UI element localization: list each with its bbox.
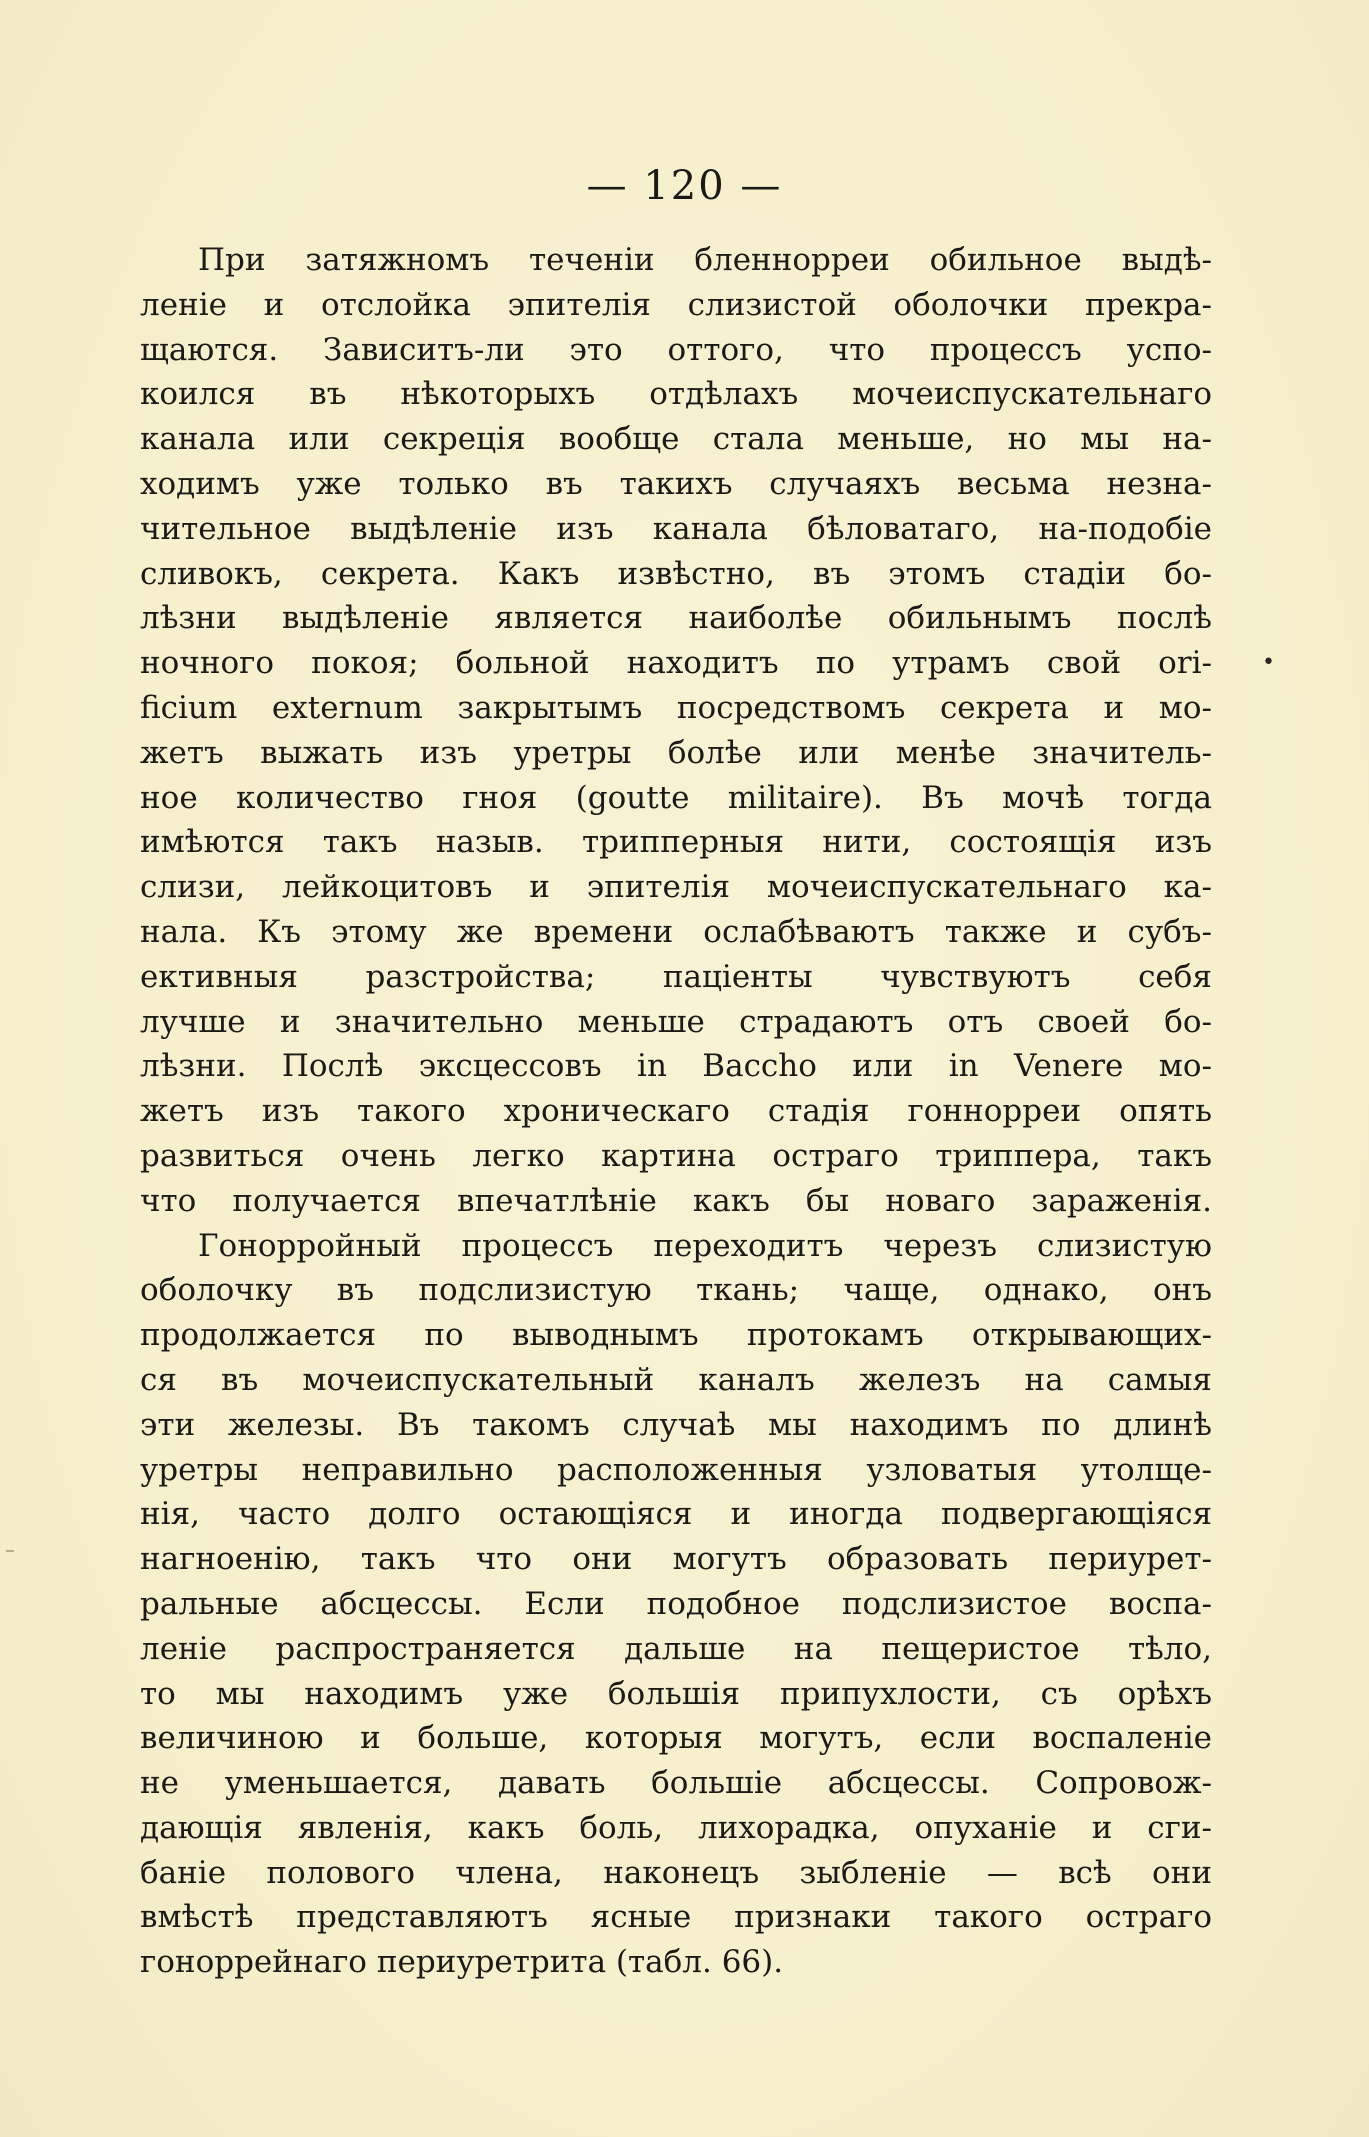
text-line: ективныя разстройства; паціенты чувствуютъ себя xyxy=(140,958,1212,995)
text-line: жетъ выжать изъ уретры болѣе или менѣе значитель- xyxy=(140,734,1212,771)
text-line: леніе распространяется дальше на пещеристое тѣло, xyxy=(140,1630,1212,1667)
edge-mark xyxy=(6,1550,14,1552)
text-line: уретры неправильно расположенныя узловатыя утолще- xyxy=(140,1451,1212,1488)
text-line: ся въ мочеиспускательный каналъ железъ на самыя xyxy=(140,1361,1212,1398)
text-line: ficium externum закрытымъ посредствомъ секрета и мо- xyxy=(140,689,1212,726)
text-line: ночного покоя; больной находитъ по утрамъ свой ori- xyxy=(140,645,1212,682)
text-line: имѣются такъ назыв. трипперныя нити, состоящія изъ xyxy=(140,824,1212,861)
body-text xyxy=(140,238,1212,1985)
text-line: то мы находимъ уже большія припухлости, съ орѣхъ xyxy=(140,1675,1212,1712)
text-line: щаются. Зависитъ-ли это оттого, что процессъ успо- xyxy=(140,331,1212,368)
text-line: слизи, лейкоцитовъ и эпителія мочеиспускательнаго ка- xyxy=(140,869,1212,906)
text-line: жетъ изъ такого хроническаго стадія гоннорреи опять xyxy=(140,1093,1212,1130)
text-line: При затяжномъ теченіи бленнорреи обильное выдѣ- xyxy=(198,242,1212,278)
text-line: сливокъ, секрета. Какъ извѣстно, въ этомъ стадіи бо- xyxy=(140,555,1212,592)
text-line: гоноррейнаго периуретрита (табл. 66). xyxy=(140,1944,784,1981)
text-line: ходимъ уже только въ такихъ случаяхъ весьма незна- xyxy=(140,465,1212,502)
text-line: баніе полового члена, наконецъ зыбленіе — всѣ они xyxy=(140,1854,1212,1891)
text-line: дающія явленія, какъ боль, лихорадка, опуханіе и сги- xyxy=(140,1809,1212,1846)
text-line: леніе и отслойка эпителія слизистой оболочки прекра- xyxy=(140,286,1212,323)
text-line: величиною и больше, которыя могутъ, если воспаленіе xyxy=(140,1720,1212,1757)
text-line: ное количество гноя (goutte militaire). Въ мочѣ тогда xyxy=(140,779,1212,816)
text-line: не уменьшается, давать большіе абсцессы. Сопровож- xyxy=(140,1765,1212,1802)
text-line: лѣзни. Послѣ эксцессовъ in Baccho или in Venere мо- xyxy=(140,1048,1212,1085)
text-line: чительное выдѣленіе изъ канала бѣловатаго, на-подобіе xyxy=(140,510,1212,547)
text-line: вмѣстѣ представляютъ ясные признаки такого остраго xyxy=(140,1899,1212,1936)
page-number: — 120 — xyxy=(586,163,783,209)
text-line: нія, часто долго остающіяся и иногда подвергающіяся xyxy=(140,1496,1212,1533)
text-line: канала или секреція вообще стала меньше, но мы на- xyxy=(140,421,1212,458)
text-line: что получается впечатлѣніе какъ бы новаго зараженія. xyxy=(140,1182,1212,1219)
margin-mark: • xyxy=(1262,650,1275,675)
text-line: Гонорройный процессъ переходитъ черезъ слизистую xyxy=(198,1227,1212,1264)
text-line: нагноенію, такъ что они могутъ образовать периурет- xyxy=(140,1541,1212,1578)
text-line: продолжается по выводнымъ протокамъ открывающих- xyxy=(140,1317,1212,1354)
text-line: лучше и значительно меньше страдаютъ отъ своей бо- xyxy=(140,1003,1212,1040)
text-line: ральные абсцессы. Если подобное подслизистое воспа- xyxy=(140,1585,1212,1622)
text-line: коился въ нѣкоторыхъ отдѣлахъ мочеиспускательнаго xyxy=(140,376,1212,413)
text-line: развиться очень легко картина остраго триппера, такъ xyxy=(140,1137,1212,1174)
text-line: эти железы. Въ такомъ случаѣ мы находимъ по длинѣ xyxy=(140,1406,1212,1443)
text-line: лѣзни выдѣленіе является наиболѣе обильнымъ послѣ xyxy=(140,600,1212,637)
text-line: нала. Къ этому же времени ослабѣваютъ также и субъ- xyxy=(140,913,1212,950)
text-line: оболочку въ подслизистую ткань; чаще, однако, онъ xyxy=(140,1272,1212,1309)
